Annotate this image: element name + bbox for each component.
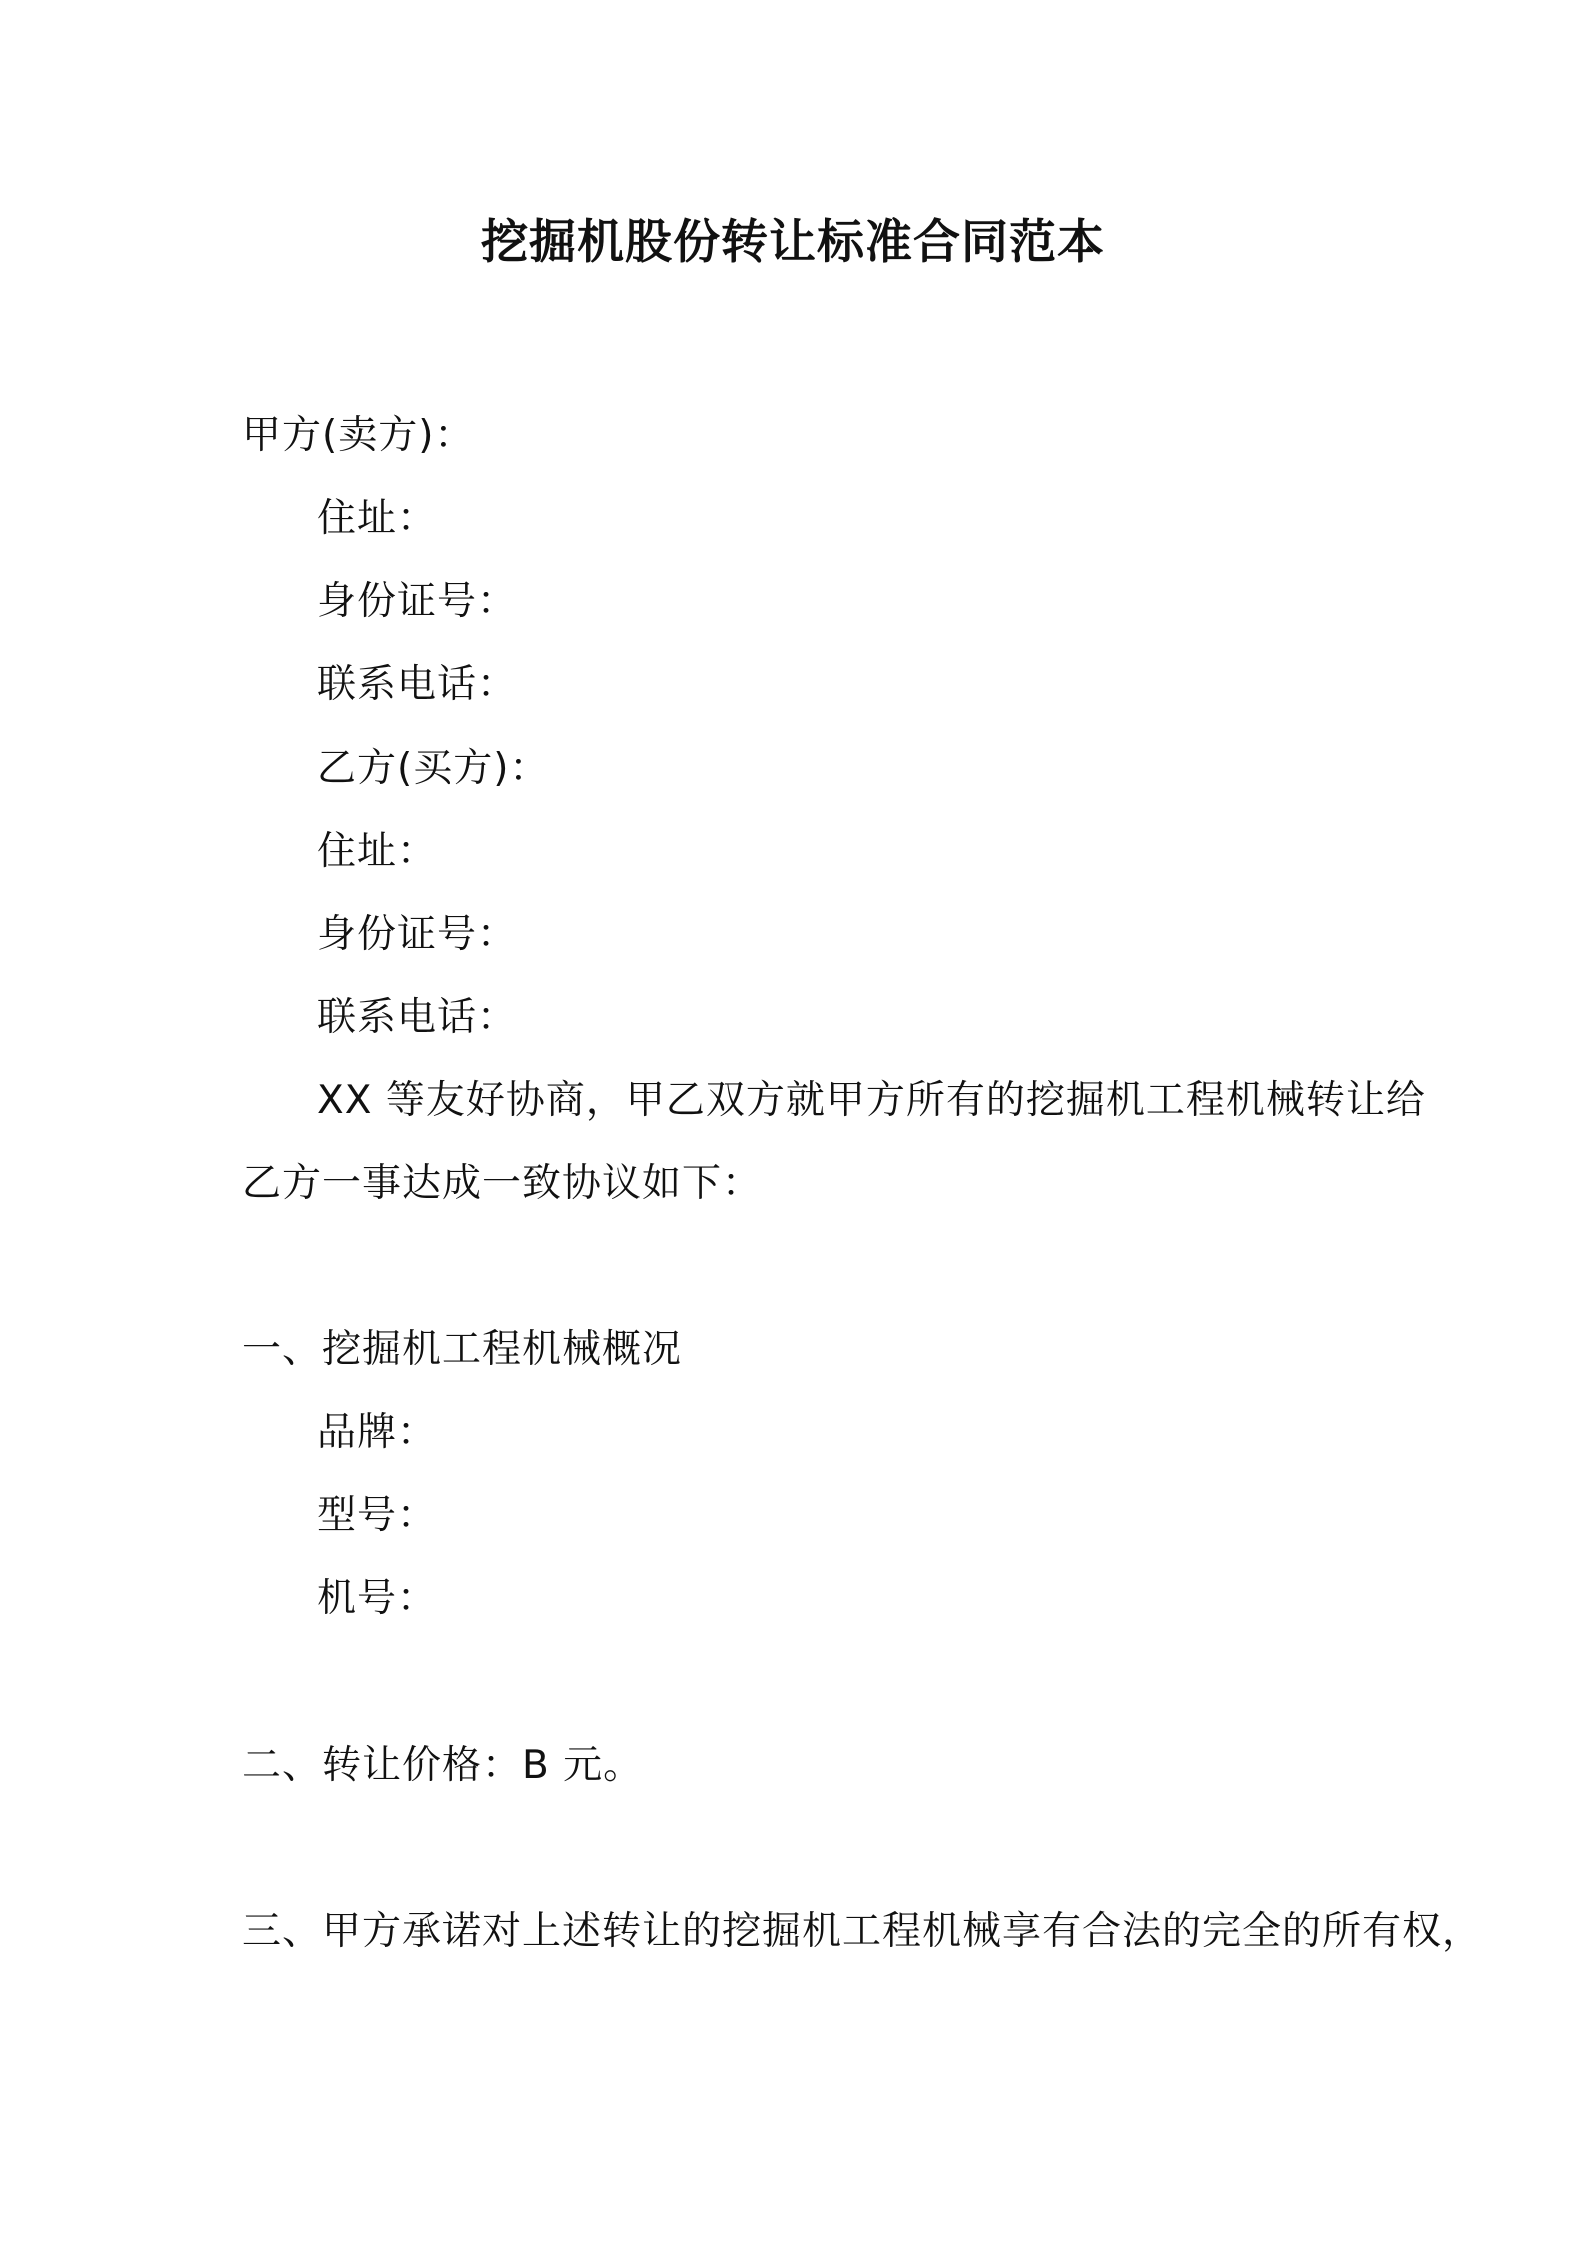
party-b-label: 乙方(买方)：: [317, 746, 550, 791]
party-b-phone: 联系电话：: [317, 995, 518, 1040]
preamble-line-2: 乙方一事达成一致协议如下：: [242, 1161, 763, 1206]
party-a-phone: 联系电话：: [317, 662, 518, 707]
preamble-line-1: XX 等友好协商，甲乙双方就甲方所有的挖掘机工程机械转让给: [317, 1078, 1426, 1123]
party-a-address: 住址：: [317, 496, 438, 541]
section-2-heading: 二、转让价格：B 元。: [242, 1743, 644, 1788]
party-b-id-number: 身份证号：: [317, 912, 518, 957]
section-1-heading: 一、挖掘机工程机械概况: [242, 1327, 683, 1372]
machine-model: 型号：: [317, 1493, 438, 1538]
party-b-address: 住址：: [317, 829, 438, 874]
party-a-id-number: 身份证号：: [317, 579, 518, 624]
machine-brand: 品牌：: [317, 1410, 438, 1455]
document-title: 挖掘机股份转让标准合同范本: [481, 215, 1105, 270]
section-3-heading: 三、甲方承诺对上述转让的挖掘机工程机械享有合法的完全的所有权，: [242, 1909, 1483, 1954]
party-a-label: 甲方(卖方)：: [242, 413, 475, 458]
machine-serial: 机号：: [317, 1576, 438, 1621]
